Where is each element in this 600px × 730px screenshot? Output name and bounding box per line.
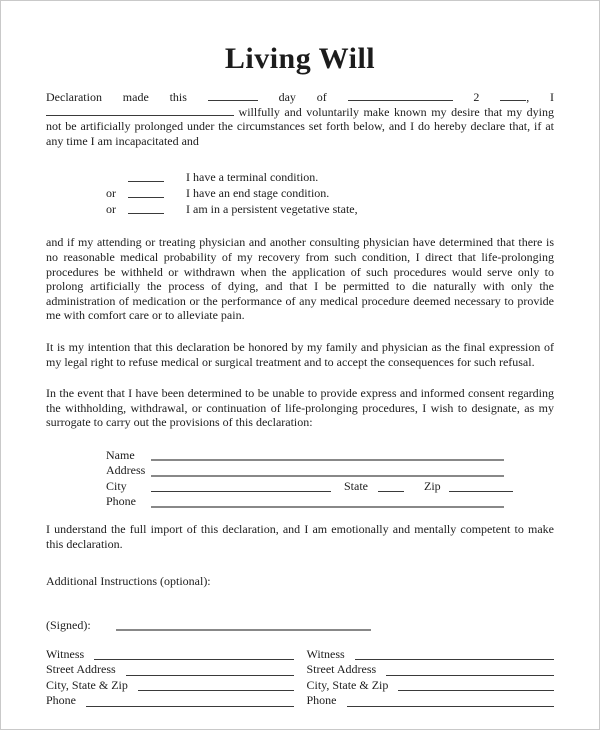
city-state-zip-label: City, State & Zip <box>46 677 128 692</box>
surrogate-intro-paragraph: In the event that I have been determined to be unable to provide express and informed consent regarding the withholding, withdrawal, or continuation of life-prolonging procedures, I wish to designate, as my surrogate to carry out the provisions of this declaration: <box>46 386 554 430</box>
zip-label: Zip <box>424 478 441 493</box>
phone-label: Phone <box>106 494 136 509</box>
witness-block-1 <box>46 647 294 709</box>
surrogate-fields <box>106 448 504 510</box>
witness2-phone-row <box>307 693 555 709</box>
condition-label: I have a terminal condition. <box>186 170 319 185</box>
witness-section <box>46 647 554 709</box>
directive-paragraph: and if my attending or treating physician and another consulting physician have determined that there is no reasonable medical probability of my recovery from such condition, I direct that life-prolonging procedures be withheld or withdrawn when the application of such procedures would serve only to prolong artificially the process of dying, and that I be permitted to die naturally with only the administration of medication or the performance of any medical procedure deemed necessary to provide me with comfort care or to alleviate pain. <box>46 235 554 323</box>
address-label: Address <box>106 463 146 478</box>
street-address-label: Street Address <box>306 662 377 677</box>
witness1-phone-row <box>46 693 294 709</box>
surrogate-city-blank[interactable] <box>151 481 331 492</box>
surrogate-phone-row <box>106 494 504 510</box>
witness2-name-row <box>307 647 555 663</box>
witness2-street-blank[interactable] <box>386 665 554 676</box>
declaration-body-text: willfully and voluntarily make known my desire that my dying not be artificially prolonged under the circumstances set forth below, and I do hereby declare that, if at any time I am incapacitated and <box>46 104 555 148</box>
witness1-name-row <box>46 647 294 663</box>
condition-row-vegetative <box>106 201 554 217</box>
city-state-zip-label: City, State & Zip <box>306 677 389 692</box>
witness-label: Witness <box>46 646 85 661</box>
signature-blank[interactable] <box>116 620 371 631</box>
month-blank[interactable] <box>348 91 453 101</box>
witness-block-2 <box>307 647 555 709</box>
phone-label: Phone <box>46 693 76 708</box>
year-blank[interactable] <box>500 91 526 101</box>
witness2-citystatezip-blank[interactable] <box>398 680 554 691</box>
condition-row-end-stage <box>106 185 554 201</box>
surrogate-address-blank[interactable] <box>151 466 504 477</box>
condition-prefix: or <box>106 186 116 201</box>
declarant-name-blank[interactable] <box>46 106 234 116</box>
witness2-street-row <box>307 662 555 678</box>
end-stage-condition-blank[interactable] <box>128 197 164 198</box>
witness1-citystatezip-blank[interactable] <box>138 680 294 691</box>
phone-label: Phone <box>306 693 337 708</box>
condition-label: I have an end stage condition. <box>186 186 330 201</box>
witness1-phone-blank[interactable] <box>86 696 294 707</box>
witness2-citystatezip-row <box>307 678 555 694</box>
surrogate-name-blank[interactable] <box>151 450 504 461</box>
witness2-name-blank[interactable] <box>355 649 554 660</box>
condition-row-terminal <box>106 169 554 185</box>
declaration-paragraph <box>46 90 554 148</box>
condition-prefix: or <box>106 202 116 217</box>
conditions-list <box>106 169 554 217</box>
declaration-lead-text: Declaration made this <box>46 90 187 104</box>
year-prefix-text: 2 <box>473 90 480 104</box>
witness1-name-blank[interactable] <box>94 649 293 660</box>
comma-i-text: , I <box>526 90 555 104</box>
witness2-phone-blank[interactable] <box>347 696 555 707</box>
surrogate-zip-blank[interactable] <box>449 481 513 492</box>
day-blank[interactable] <box>208 91 258 101</box>
surrogate-state-blank[interactable] <box>378 481 404 492</box>
surrogate-name-row <box>106 448 504 464</box>
witness1-street-row <box>46 662 294 678</box>
competence-paragraph: I understand the full import of this declaration, and I am emotionally and mentally competent to make this declaration. <box>46 521 554 551</box>
surrogate-address-row <box>106 463 504 479</box>
state-label: State <box>344 478 368 493</box>
intention-paragraph: It is my intention that this declaration be honored by my family and physician as the final expression of my legal right to refuse medical or surgical treatment and to accept the consequences for such refusal. <box>46 339 554 369</box>
name-label: Name <box>106 447 135 462</box>
terminal-condition-blank[interactable] <box>128 181 164 182</box>
city-label: City <box>106 478 127 493</box>
witness1-street-blank[interactable] <box>126 665 294 676</box>
surrogate-city-row <box>106 479 504 495</box>
additional-instructions-label: Additional Instructions (optional): <box>46 574 211 589</box>
street-address-label: Street Address <box>46 662 116 677</box>
day-of-text: day of <box>278 90 327 104</box>
witness1-citystatezip-row <box>46 678 294 694</box>
condition-label: I am in a persistent vegetative state, <box>186 202 358 217</box>
surrogate-phone-blank[interactable] <box>151 497 504 508</box>
vegetative-state-blank[interactable] <box>128 213 164 214</box>
signed-label: (Signed): <box>46 617 91 632</box>
witness-label: Witness <box>306 646 345 661</box>
signed-row <box>46 617 554 633</box>
page-title: Living Will <box>224 42 376 75</box>
